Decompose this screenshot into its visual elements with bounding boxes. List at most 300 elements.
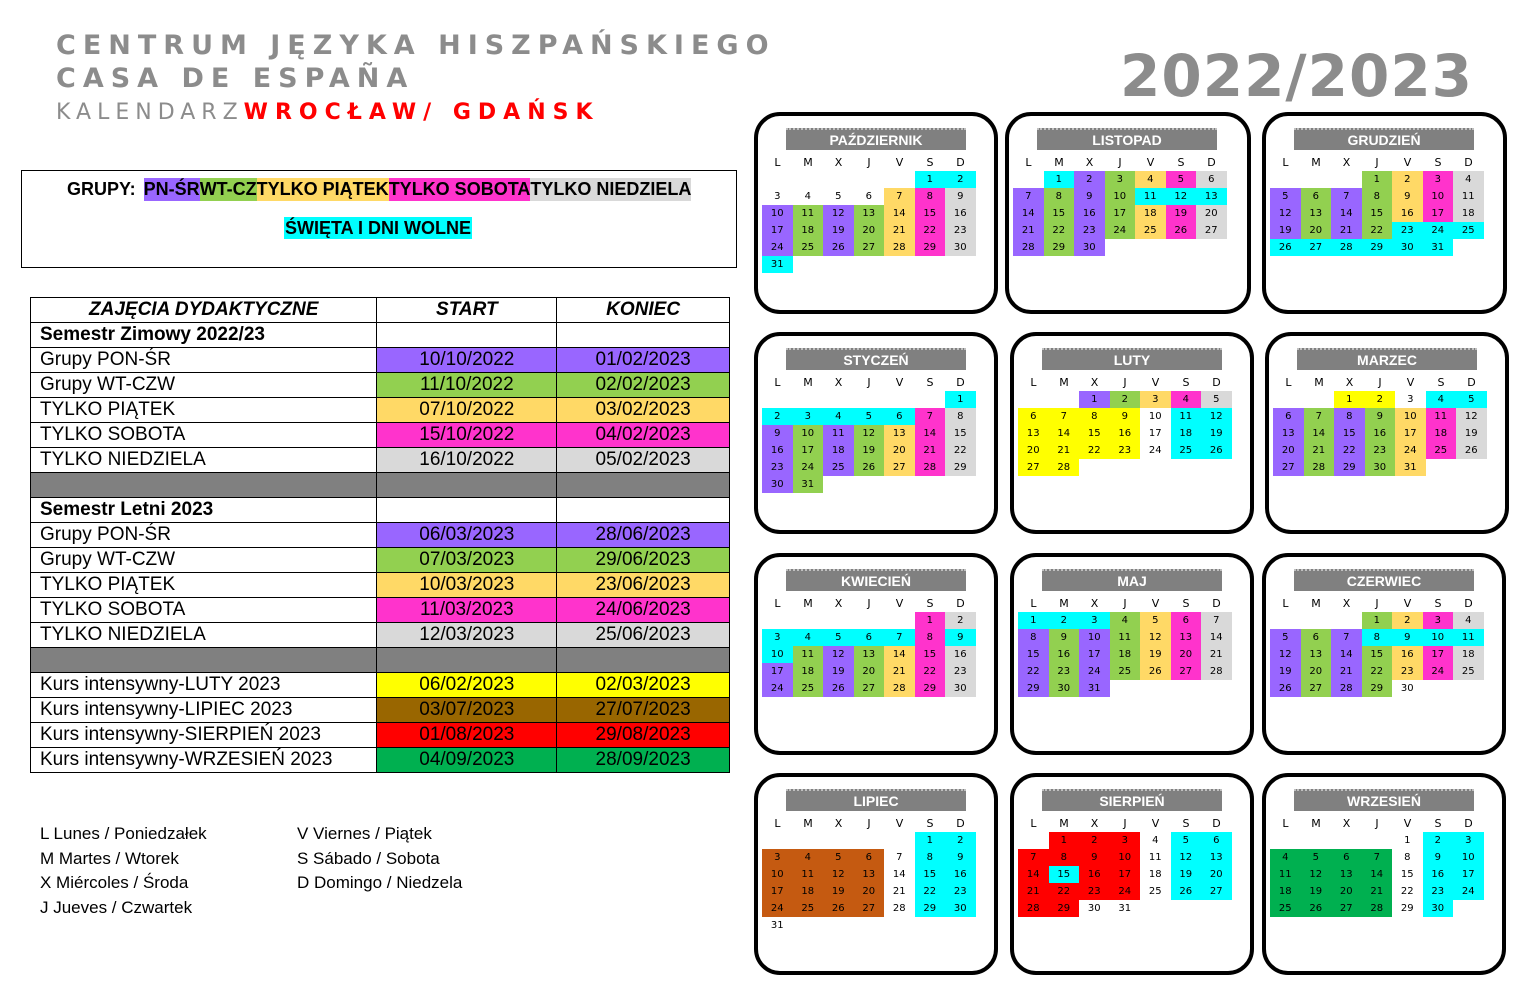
day-cell: 22 (1400, 886, 1414, 897)
day-cell: 15 (1334, 425, 1365, 442)
day-cell: 30 (945, 239, 976, 256)
day-cell: 13 (854, 866, 885, 883)
day-cell: 6 (1331, 849, 1362, 866)
day-cell: 26 (1201, 442, 1232, 459)
day-cell: 24 (1395, 442, 1426, 459)
day-cell: 5 (1201, 391, 1232, 408)
day-cell: 8 (915, 849, 946, 866)
day-cell: 28 (1331, 239, 1362, 256)
day-cell: 12 (823, 646, 854, 663)
day-name: J (1123, 817, 1127, 830)
row-start: 16/10/2022 (377, 448, 557, 473)
day-cell: 27 (1018, 459, 1049, 476)
month-calendar (754, 112, 998, 314)
day-cell: 23 (945, 883, 976, 900)
day-cell: 14 (1013, 205, 1044, 222)
day-cell: 14 (884, 646, 915, 663)
row-name: TYLKO NIEDZIELA (31, 623, 377, 648)
day-cell: 25 (1270, 900, 1301, 917)
day-name: S (926, 817, 934, 830)
day-cell: 21 (915, 442, 946, 459)
day-cell: 4 (793, 849, 824, 866)
day-cell: 12 (1456, 408, 1487, 425)
day-name: L (774, 597, 781, 610)
day-cell: 29 (1362, 680, 1393, 697)
day-cell: 21 (1304, 442, 1335, 459)
day-cell: 2 (1049, 612, 1080, 629)
table-row (31, 623, 730, 648)
day-abbreviations-right (297, 822, 462, 896)
day-name: V (1151, 817, 1160, 830)
day-cell: 26 (1301, 900, 1332, 917)
day-cell: 22 (1362, 663, 1393, 680)
abbreviation-line: V Viernes / Piątek (297, 824, 432, 843)
day-cell: 25 (793, 239, 824, 256)
day-cell: 5 (1270, 188, 1301, 205)
day-name: X (834, 597, 843, 610)
day-cell: 16 (762, 442, 793, 459)
month-title: LUTY (1042, 348, 1222, 370)
day-cell: 27 (1196, 222, 1227, 239)
day-cell: 15 (1044, 205, 1075, 222)
row-start: 10/03/2023 (377, 573, 557, 598)
day-cell: 31 (1395, 459, 1426, 476)
day-cell: 9 (1392, 629, 1423, 646)
day-cell: 19 (823, 883, 854, 900)
day-cell: 1 (1018, 612, 1049, 629)
day-cell: 9 (1079, 849, 1110, 866)
day-cell: 29 (945, 459, 976, 476)
day-cell: 24 (1423, 663, 1454, 680)
day-cell: 20 (1301, 222, 1332, 239)
day-cell: 9 (762, 425, 793, 442)
month-title: GRUDZIEŃ (1294, 128, 1474, 150)
title-line-3 (56, 100, 600, 125)
day-cell: 17 (1110, 866, 1141, 883)
day-name: J (867, 376, 871, 389)
separator-cell (31, 473, 377, 498)
day-cell: 17 (1453, 866, 1484, 883)
day-cell: 21 (892, 886, 906, 897)
day-cell: 28 (915, 459, 946, 476)
separator-cell (377, 473, 557, 498)
day-cell: 8 (1079, 408, 1110, 425)
day-cell: 24 (1148, 445, 1162, 456)
day-cell: 1 (1362, 612, 1393, 629)
day-name: X (1090, 597, 1099, 610)
holidays-legend-row (284, 218, 472, 239)
month-title: WRZESIEŃ (1294, 789, 1474, 811)
day-name: V (1406, 376, 1415, 389)
day-name: J (867, 817, 871, 830)
day-cell: 10 (1423, 629, 1454, 646)
month-title: STYCZEŃ (786, 348, 966, 370)
day-cell: 15 (915, 646, 946, 663)
row-name: Kurs intensywny-LUTY 2023 (31, 673, 377, 698)
day-cell: 27 (1201, 883, 1232, 900)
day-cell: 2 (945, 171, 976, 188)
month-title: KWIECIEŃ (786, 569, 966, 591)
day-cell: 7 (896, 852, 903, 863)
row-name: Kurs intensywny-LIPIEC 2023 (31, 698, 377, 723)
month-title: PAŹDZIERNIK (786, 128, 966, 150)
row-name: TYLKO NIEDZIELA (31, 448, 377, 473)
row-end: 03/02/2023 (557, 398, 730, 423)
day-name: J (867, 597, 871, 610)
day-name: V (1146, 156, 1155, 169)
day-cell: 11 (1171, 408, 1202, 425)
day-cell: 17 (1079, 646, 1110, 663)
day-cell: 16 (945, 866, 976, 883)
day-name: L (774, 376, 781, 389)
day-name: V (895, 156, 904, 169)
day-name: M (1059, 376, 1069, 389)
day-cell: 15 (1018, 646, 1049, 663)
day-cell: 23 (762, 459, 793, 476)
day-cell: 19 (854, 442, 885, 459)
day-name: V (895, 817, 904, 830)
day-cell: 27 (1301, 680, 1332, 697)
day-cell: 8 (915, 188, 946, 205)
day-cell: 4 (804, 191, 811, 202)
month-title: LISTOPAD (1037, 128, 1217, 150)
day-cell: 19 (1301, 883, 1332, 900)
day-cell: 17 (1105, 205, 1136, 222)
abbreviation-line: D Domingo / Niedzela (297, 873, 463, 892)
day-cell: 5 (1301, 849, 1332, 866)
day-cell: 3 (762, 849, 793, 866)
month-calendar (1005, 112, 1251, 314)
day-cell: 31 (762, 256, 793, 273)
day-name: J (1375, 817, 1379, 830)
day-cell: 1 (1079, 391, 1110, 408)
day-cell: 17 (762, 222, 793, 239)
day-cell: 3 (1453, 832, 1484, 849)
day-cell: 25 (1426, 442, 1457, 459)
day-cell: 29 (915, 680, 946, 697)
month-title: LIPIEC (786, 789, 966, 811)
day-cell: 26 (823, 239, 854, 256)
day-name: V (1403, 156, 1412, 169)
day-cell: 18 (1148, 869, 1162, 880)
day-cell: 27 (1301, 239, 1332, 256)
day-cell: 13 (1171, 629, 1202, 646)
day-cell: 27 (1331, 900, 1362, 917)
day-cell: 11 (793, 646, 824, 663)
day-cell: 22 (1079, 442, 1110, 459)
day-cell: 12 (823, 866, 854, 883)
day-cell: 21 (884, 222, 915, 239)
day-cell: 21 (1331, 222, 1362, 239)
row-name: Grupy WT-CZW (31, 548, 377, 573)
calendar-label: KALENDARZ (56, 100, 244, 125)
day-cell: 23 (1423, 883, 1454, 900)
day-name: S (926, 156, 934, 169)
day-cell: 14 (1049, 425, 1080, 442)
day-name: X (834, 376, 843, 389)
day-name: L (1282, 156, 1289, 169)
day-cell: 1 (1334, 391, 1365, 408)
day-cell: 13 (1273, 425, 1304, 442)
day-cell: 28 (1049, 459, 1080, 476)
day-cell: 25 (793, 680, 824, 697)
day-cell: 5 (823, 849, 854, 866)
day-cell: 22 (945, 442, 976, 459)
month-title: CZERWIEC (1294, 569, 1474, 591)
group-chip: TYLKO SOBOTA (388, 179, 531, 199)
month-calendar (754, 332, 998, 534)
day-cell: 6 (1018, 408, 1049, 425)
day-cell: 16 (1110, 425, 1141, 442)
day-cell: 24 (1453, 883, 1484, 900)
day-name: X (1345, 376, 1354, 389)
day-cell: 19 (1140, 646, 1171, 663)
day-name: J (1375, 597, 1379, 610)
day-cell: 11 (1453, 188, 1484, 205)
day-cell: 10 (762, 646, 793, 663)
day-name: M (1059, 597, 1069, 610)
group-chip: PN-ŚR (143, 179, 200, 199)
row-name: Semestr Zimowy 2022/23 (31, 323, 377, 348)
day-cell: 1 (1044, 171, 1075, 188)
month-calendar (754, 553, 998, 755)
day-cell: 19 (1270, 663, 1301, 680)
title-line-2: CASA DE ESPAÑA (56, 63, 415, 94)
day-cell: 16 (945, 205, 976, 222)
day-cell: 11 (823, 425, 854, 442)
day-cell: 22 (1044, 222, 1075, 239)
row-start: 11/03/2023 (377, 598, 557, 623)
row-start: 06/03/2023 (377, 523, 557, 548)
day-cell: 10 (1148, 411, 1162, 422)
day-cell: 16 (1079, 866, 1110, 883)
row-start: 07/10/2022 (377, 398, 557, 423)
day-cell: 9 (1074, 188, 1105, 205)
day-cell: 1 (1362, 171, 1393, 188)
month-calendar (1010, 773, 1254, 975)
day-name: M (1054, 156, 1064, 169)
day-cell: 16 (1074, 205, 1105, 222)
day-cell: 14 (1331, 205, 1362, 222)
day-name: S (1182, 817, 1190, 830)
table-row (31, 723, 730, 748)
separator-cell (31, 648, 377, 673)
day-name: L (1030, 817, 1037, 830)
day-cell: 14 (1018, 866, 1049, 883)
day-cell: 28 (892, 903, 906, 914)
table-row (31, 673, 730, 698)
day-cell: 6 (854, 629, 885, 646)
separator-cell (377, 648, 557, 673)
day-cell: 9 (945, 629, 976, 646)
day-cell: 31 (1423, 239, 1454, 256)
day-cell: 19 (1270, 222, 1301, 239)
row-start: 01/08/2023 (377, 723, 557, 748)
day-name: M (1059, 817, 1069, 830)
day-cell: 3 (1105, 171, 1136, 188)
day-name: L (1030, 597, 1037, 610)
day-cell: 30 (1074, 239, 1105, 256)
day-cell: 2 (1423, 832, 1454, 849)
day-name: J (1123, 597, 1127, 610)
day-cell: 12 (1140, 629, 1171, 646)
day-cell: 5 (823, 629, 854, 646)
day-cell: 7 (884, 629, 915, 646)
day-cell: 16 (1423, 866, 1454, 883)
day-cell: 17 (1148, 428, 1162, 439)
day-cell: 9 (1365, 408, 1396, 425)
row-end: 29/06/2023 (557, 548, 730, 573)
day-cell: 18 (1270, 883, 1301, 900)
day-cell: 16 (1392, 205, 1423, 222)
row-name: Grupy PON-ŚR (31, 523, 377, 548)
table-row (31, 748, 730, 773)
day-cell: 26 (1171, 883, 1202, 900)
day-cell: 30 (1423, 900, 1454, 917)
day-cell: 29 (1049, 900, 1080, 917)
day-name: L (1285, 376, 1292, 389)
day-name: S (1177, 156, 1185, 169)
day-cell: 20 (1331, 883, 1362, 900)
day-cell: 30 (1400, 683, 1414, 694)
day-cell: 7 (1049, 408, 1080, 425)
title-line-1: CENTRUM JĘZYKA HISZPAŃSKIEGO (56, 30, 776, 61)
day-cell: 9 (1423, 849, 1454, 866)
day-cell: 1 (915, 612, 946, 629)
day-cell: 23 (945, 663, 976, 680)
abbreviation-line: L Lunes / Poniedzałek (40, 824, 207, 843)
day-cell: 15 (915, 866, 946, 883)
day-cell: 19 (1171, 866, 1202, 883)
day-cell: 18 (793, 222, 824, 239)
day-cell: 2 (1079, 832, 1110, 849)
day-cell: 8 (1404, 852, 1411, 863)
day-cell: 7 (884, 188, 915, 205)
row-start (377, 323, 557, 348)
day-cell: 3 (793, 408, 824, 425)
day-name: X (1090, 376, 1099, 389)
day-cell: 15 (945, 425, 976, 442)
row-end (557, 323, 730, 348)
day-cell: 28 (1018, 900, 1049, 917)
day-cell: 1 (945, 391, 976, 408)
month-calendar (1010, 553, 1254, 755)
day-cell: 26 (854, 459, 885, 476)
day-cell: 27 (1171, 663, 1202, 680)
day-cell: 4 (1171, 391, 1202, 408)
day-cell: 27 (854, 680, 885, 697)
month-title: MARZEC (1297, 348, 1477, 370)
row-start (377, 498, 557, 523)
row-start: 06/02/2023 (377, 673, 557, 698)
day-cell: 10 (793, 425, 824, 442)
day-cell: 13 (1196, 188, 1227, 205)
day-cell: 10 (1110, 849, 1141, 866)
day-name: V (895, 376, 904, 389)
month-calendar (1262, 553, 1506, 755)
row-end: 05/02/2023 (557, 448, 730, 473)
day-name: D (1464, 597, 1473, 610)
day-name: L (1282, 817, 1289, 830)
row-end: 25/06/2023 (557, 623, 730, 648)
day-cell: 12 (1270, 646, 1301, 663)
day-cell: 12 (1201, 408, 1232, 425)
day-cell: 31 (1118, 903, 1132, 914)
day-name: S (1437, 376, 1445, 389)
day-cell: 30 (945, 900, 976, 917)
day-cell: 23 (1110, 442, 1141, 459)
row-start: 12/03/2023 (377, 623, 557, 648)
row-name: TYLKO SOBOTA (31, 598, 377, 623)
day-cell: 30 (1365, 459, 1396, 476)
day-name: S (1182, 376, 1190, 389)
day-name: L (774, 817, 781, 830)
day-cell: 21 (1018, 883, 1049, 900)
row-end: 29/08/2023 (557, 723, 730, 748)
day-cell: 18 (1171, 425, 1202, 442)
day-cell: 3 (762, 629, 793, 646)
day-cell: 27 (884, 459, 915, 476)
day-cell: 9 (1049, 629, 1080, 646)
day-abbreviations-left (40, 822, 207, 920)
row-end: 04/02/2023 (557, 423, 730, 448)
row-name: Semestr Letni 2023 (31, 498, 377, 523)
day-name: L (1030, 376, 1037, 389)
day-name: M (803, 376, 813, 389)
day-cell: 13 (854, 646, 885, 663)
day-cell: 6 (884, 408, 915, 425)
day-cell: 17 (1395, 425, 1426, 442)
day-cell: 27 (1273, 459, 1304, 476)
row-start: 15/10/2022 (377, 423, 557, 448)
day-cell: 6 (1301, 629, 1332, 646)
row-name: TYLKO PIĄTEK (31, 573, 377, 598)
day-cell: 10 (1395, 408, 1426, 425)
row-end: 28/09/2023 (557, 748, 730, 773)
day-cell: 20 (1273, 442, 1304, 459)
day-name: S (1182, 597, 1190, 610)
table-row (31, 523, 730, 548)
day-cell: 4 (1135, 171, 1166, 188)
day-name: D (1467, 376, 1476, 389)
day-cell: 11 (793, 205, 824, 222)
day-name: S (1434, 817, 1442, 830)
year-title: 2022/2023 (1120, 42, 1474, 110)
day-cell: 3 (774, 191, 781, 202)
day-cell: 20 (1301, 663, 1332, 680)
row-start: 11/10/2022 (377, 373, 557, 398)
day-cell: 15 (1362, 205, 1393, 222)
day-name: M (1311, 156, 1321, 169)
day-cell: 7 (1304, 408, 1335, 425)
day-cell: 9 (1110, 408, 1141, 425)
day-cell: 4 (793, 629, 824, 646)
day-name: X (1342, 817, 1351, 830)
day-cell: 28 (884, 680, 915, 697)
day-cell: 4 (1270, 849, 1301, 866)
day-cell: 9 (945, 188, 976, 205)
day-cell: 2 (1365, 391, 1396, 408)
day-cell: 15 (1079, 425, 1110, 442)
row-end: 28/06/2023 (557, 523, 730, 548)
day-name: L (1282, 597, 1289, 610)
day-cell: 7 (915, 408, 946, 425)
table-row (31, 598, 730, 623)
day-cell: 16 (1049, 646, 1080, 663)
day-cell: 13 (884, 425, 915, 442)
day-cell: 29 (915, 900, 946, 917)
day-cell: 7 (1018, 849, 1049, 866)
